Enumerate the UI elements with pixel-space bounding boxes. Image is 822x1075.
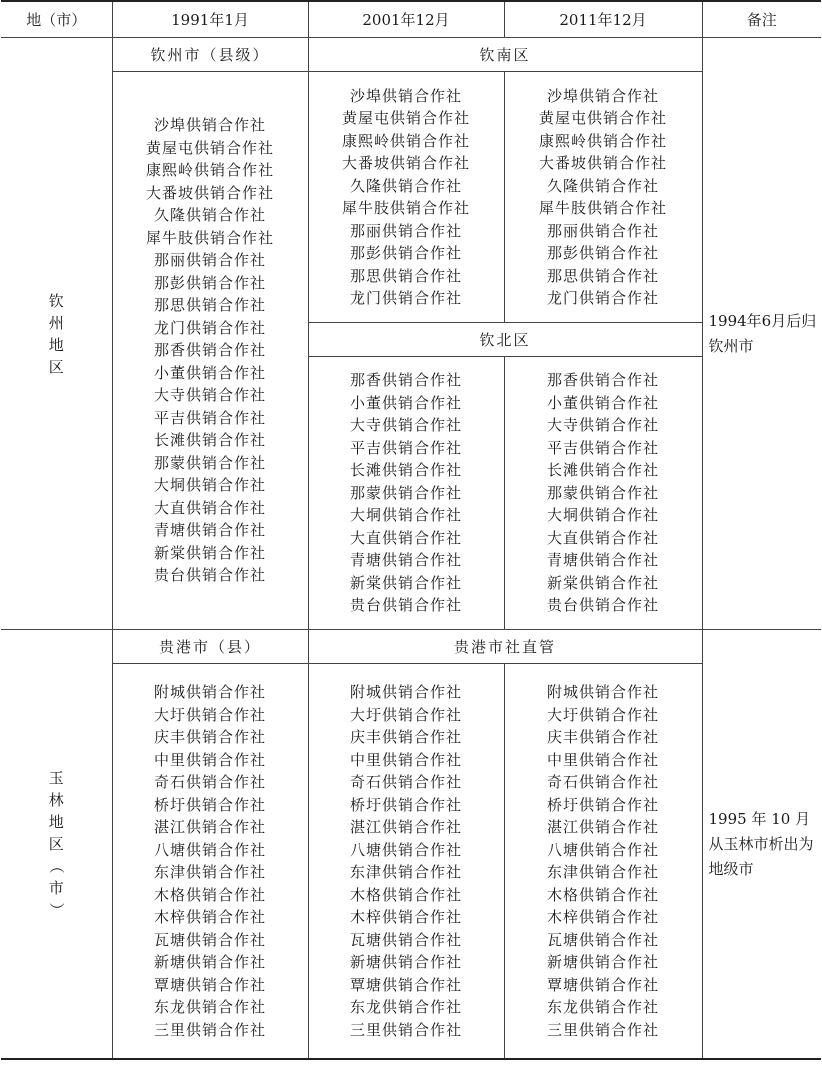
coop-entry: 那丽供销合作社 [349,221,462,240]
coop-entry: 庆丰供销合作社 [349,728,462,746]
coop-entry: 长滩供销合作社 [349,461,462,480]
coop-entry: 东津供销合作社 [153,863,266,881]
coop-entry: 木格供销合作社 [153,885,266,904]
coop-entry: 大寺供销合作社 [153,386,266,405]
coop-entry: 龙门供销合作社 [153,318,266,337]
coop-entry: 康熙岭供销合作社 [538,131,667,150]
coop-entry: 八塘供销合作社 [349,840,462,859]
header-2001: 2001年12月 [308,1,504,38]
qinbei-2001-list [308,357,504,630]
coop-entry: 大圩供销合作社 [349,705,462,724]
coop-entry: 三里供销合作社 [349,1020,462,1039]
qinnan-2001-list [308,72,504,323]
qinbei-2011-list [504,357,702,630]
coop-entry: 平吉供销合作社 [153,408,266,427]
coop-entry: 附城供销合作社 [546,683,659,701]
header-remark: 备注 [702,1,821,38]
coop-entry: 那蒙供销合作社 [349,483,462,502]
coop-entry: 新塘供销合作社 [349,953,462,971]
region-cell-yulin: 玉 林 地 区 （ 市 ） [1,630,112,1060]
coop-entry: 东津供销合作社 [546,863,659,881]
coop-entry: 平吉供销合作社 [349,438,462,457]
header-1991: 1991年1月 [112,1,308,38]
coop-entry: 黄屋屯供销合作社 [538,109,667,127]
coop-entry: 沙埠供销合作社 [153,116,266,135]
coop-entry: 新塘供销合作社 [153,953,266,971]
coop-entry: 木梓供销合作社 [153,908,266,926]
header-region: 地（市） [1,1,112,38]
coop-entry: 大圩供销合作社 [153,705,266,724]
coop-entry: 康熙岭供销合作社 [341,131,470,150]
coop-entry: 那思供销合作社 [349,266,462,285]
coop-entry: 大直供销合作社 [546,528,659,547]
coop-entry: 附城供销合作社 [349,683,462,701]
coop-entry: 东龙供销合作社 [349,998,462,1016]
coop-entry: 东龙供销合作社 [153,998,266,1016]
coop-entry: 长滩供销合作社 [546,461,659,480]
coop-entry: 青塘供销合作社 [546,551,659,570]
coop-entry: 那丽供销合作社 [153,251,266,270]
coop-entry: 大垌供销合作社 [349,506,462,525]
coop-entry: 那蒙供销合作社 [153,453,266,472]
coop-entry: 沙埠供销合作社 [349,86,462,105]
coop-entry: 平吉供销合作社 [546,438,659,457]
region-cell-qinzhou: 钦 州 地 区 [1,38,112,630]
coop-entry: 新塘供销合作社 [546,953,659,971]
coop-entry: 小董供销合作社 [349,393,462,412]
yulin-subheader-row [1,630,821,664]
coop-entry: 木格供销合作社 [349,885,462,904]
coop-entry: 覃塘供销合作社 [153,975,266,994]
coop-entry: 木梓供销合作社 [349,908,462,926]
coop-entry: 康熙岭供销合作社 [145,161,274,180]
coop-entry: 黄屋屯供销合作社 [145,138,274,157]
coop-entry: 覃塘供销合作社 [349,975,462,994]
supply-coop-table [1,0,821,1060]
coop-entry: 新棠供销合作社 [349,573,462,592]
coop-entry: 庆丰供销合作社 [546,728,659,746]
coop-entry: 大寺供销合作社 [546,416,659,435]
coop-entry: 久隆供销合作社 [546,176,659,195]
coop-entry: 新棠供销合作社 [546,573,659,592]
coop-entry: 瓦塘供销合作社 [546,930,659,949]
guigang-2001-list [308,664,504,1060]
coop-entry: 瓦塘供销合作社 [349,930,462,949]
header-2011: 2011年12月 [504,1,702,38]
coop-entry: 大圩供销合作社 [546,705,659,724]
yulin-list-row [1,664,821,1060]
coop-entry: 八塘供销合作社 [546,840,659,859]
coop-entry: 奇石供销合作社 [546,773,659,791]
coop-entry: 犀牛肢供销合作社 [145,228,274,247]
coop-entry: 青塘供销合作社 [153,521,266,540]
coop-entry: 青塘供销合作社 [349,551,462,570]
coop-entry: 大番坡供销合作社 [341,154,470,172]
coop-entry: 瓦塘供销合作社 [153,930,266,949]
coop-entry: 大垌供销合作社 [546,506,659,525]
coop-entry: 中里供销合作社 [349,750,462,769]
coop-entry: 湛江供销合作社 [349,818,462,836]
coop-entry: 大垌供销合作社 [153,476,266,495]
coop-entry: 桥圩供销合作社 [546,795,659,814]
coop-entry: 那香供销合作社 [153,341,266,360]
guigang-direct-label: 贵港市社直管 [308,630,702,664]
coop-entry: 小董供销合作社 [153,363,266,382]
coop-entry: 木梓供销合作社 [546,908,659,926]
coop-entry: 那思供销合作社 [153,296,266,315]
coop-entry: 新棠供销合作社 [153,543,266,562]
guigang-2011-list [504,664,702,1060]
coop-entry: 龙门供销合作社 [546,289,659,307]
qinzhou-1991-label: 钦州市（县级） [112,38,308,72]
coop-entry: 湛江供销合作社 [546,818,659,836]
coop-entry: 木格供销合作社 [546,885,659,904]
qinzhou-subheader-row [1,38,821,72]
coop-entry: 那思供销合作社 [546,266,659,285]
coop-entry: 八塘供销合作社 [153,840,266,859]
coop-entry: 桥圩供销合作社 [349,795,462,814]
coop-entry: 东津供销合作社 [349,863,462,881]
coop-entry: 那彭供销合作社 [153,273,266,292]
coop-entry: 桥圩供销合作社 [153,795,266,814]
qinnan-label: 钦南区 [308,38,702,72]
coop-entry: 大寺供销合作社 [349,416,462,435]
coop-entry: 附城供销合作社 [153,683,266,701]
yulin-1991-list [112,664,308,1060]
header-row [1,1,821,38]
qinnan-2011-list [504,72,702,323]
coop-entry: 三里供销合作社 [153,1020,266,1039]
coop-entry: 长滩供销合作社 [153,431,266,450]
coop-entry: 奇石供销合作社 [153,773,266,791]
coop-entry: 黄屋屯供销合作社 [341,109,470,127]
coop-entry: 那彭供销合作社 [349,244,462,262]
coop-entry: 中里供销合作社 [153,750,266,769]
coop-entry: 奇石供销合作社 [349,773,462,791]
coop-entry: 贵台供销合作社 [546,596,659,615]
coop-entry: 覃塘供销合作社 [546,975,659,994]
coop-entry: 龙门供销合作社 [349,289,462,307]
coop-entry: 久隆供销合作社 [153,206,266,225]
yulin-1991-label: 贵港市（县） [112,630,308,664]
qinzhou-list-row-1 [1,72,821,323]
coop-entry: 大直供销合作社 [153,498,266,517]
coop-entry: 中里供销合作社 [546,750,659,769]
coop-entry: 东龙供销合作社 [546,998,659,1016]
coop-entry: 久隆供销合作社 [349,176,462,195]
coop-entry: 那丽供销合作社 [546,221,659,240]
coop-entry: 小董供销合作社 [546,393,659,412]
coop-entry: 大番坡供销合作社 [145,183,274,202]
coop-entry: 三里供销合作社 [546,1020,659,1039]
coop-entry: 庆丰供销合作社 [153,728,266,746]
coop-entry: 贵台供销合作社 [349,596,462,615]
coop-entry: 大番坡供销合作社 [538,154,667,172]
coop-entry: 那香供销合作社 [349,371,462,390]
coop-entry: 那彭供销合作社 [546,244,659,262]
remark-qinzhou: 1994年6月后归钦州市 [702,38,821,630]
qinbei-label: 钦北区 [308,323,702,357]
coop-entry: 那香供销合作社 [546,371,659,390]
coop-entry: 那蒙供销合作社 [546,483,659,502]
coop-entry: 沙埠供销合作社 [546,86,659,105]
qinzhou-1991-list [112,72,308,630]
coop-entry: 贵台供销合作社 [153,566,266,585]
coop-entry: 犀牛肢供销合作社 [538,199,667,217]
coop-entry: 犀牛肢供销合作社 [341,199,470,217]
coop-entry: 湛江供销合作社 [153,818,266,836]
remark-yulin: 1995 年 10 月从玉林市析出为地级市 [702,630,821,1060]
coop-entry: 大直供销合作社 [349,528,462,547]
